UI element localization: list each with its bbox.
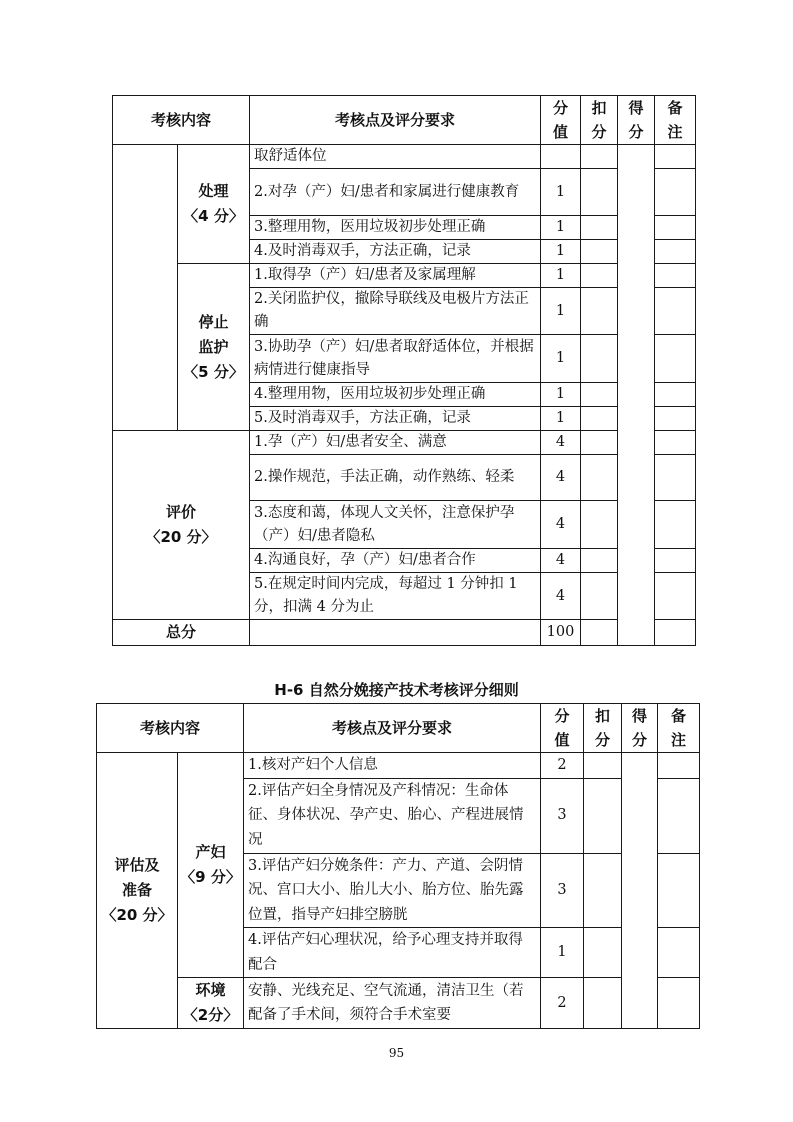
table-header-row: [97, 704, 700, 753]
deduct-cell: [584, 753, 622, 779]
remark-cell: [655, 431, 696, 455]
score-cell: 2: [541, 978, 584, 1029]
header-requirements: 考核点及评分要求: [244, 704, 541, 753]
remark-cell: [655, 573, 696, 620]
get-score-column: [618, 145, 655, 646]
score-cell: 1: [541, 335, 581, 383]
section-title: H-6 自然分娩接产技术考核评分细则: [274, 681, 519, 699]
header-remark: 备 注: [655, 96, 696, 145]
deduct-cell: [581, 501, 618, 549]
total-row: [113, 620, 696, 646]
section-environment: 环境 〈2分〉: [178, 978, 244, 1029]
remark-cell: [655, 264, 696, 288]
remark-cell: [658, 853, 700, 928]
score-cell: 1: [541, 240, 581, 264]
deduct-cell: [581, 216, 618, 240]
deduct-cell: [581, 264, 618, 288]
score-cell: 4: [541, 501, 581, 549]
remark-cell: [658, 753, 700, 779]
score-cell: 1: [541, 288, 581, 335]
score-cell: 1: [541, 216, 581, 240]
remark-cell: [655, 501, 696, 549]
remark-cell: [655, 145, 696, 169]
remark-cell: [655, 407, 696, 431]
remark-cell: [655, 383, 696, 407]
header-requirements: 考核点及评分要求: [250, 96, 541, 145]
score-cell: 2: [541, 753, 584, 779]
deduct-cell: [581, 169, 618, 216]
requirement-cell: 3.协助孕（产）妇/患者取舒适体位，并根据病情进行健康指导: [250, 335, 541, 383]
header-deduct: 扣 分: [581, 96, 618, 145]
deduct-cell: [584, 853, 622, 928]
requirement-cell: 3.态度和蔼，体现人文关怀，注意保护孕（产）妇/患者隐私: [250, 501, 541, 549]
header-get: 得 分: [622, 704, 658, 753]
header-get: 得 分: [618, 96, 655, 145]
section-handle: 处理 〈4 分〉: [178, 145, 250, 264]
section-stop-monitoring: 停止 监护 〈5 分〉: [178, 264, 250, 431]
table-row: [97, 978, 700, 1029]
deduct-cell: [581, 573, 618, 620]
requirement-cell: 5.在规定时间内完成，每超过 1 分钟扣 1 分，扣满 4 分为止: [250, 573, 541, 620]
table-header-row: [113, 96, 696, 145]
requirement-cell: 1.核对产妇个人信息: [244, 753, 541, 779]
requirement-cell: 3.整理用物，医用垃圾初步处理正确: [250, 216, 541, 240]
score-cell: 4: [541, 431, 581, 455]
table-row: [97, 753, 700, 779]
requirement-cell: 4.及时消毒双手，方法正确，记录: [250, 240, 541, 264]
table-row: [113, 264, 696, 288]
deduct-cell: [581, 240, 618, 264]
header-score: 分 值: [541, 96, 581, 145]
score-cell: 3: [541, 778, 584, 853]
deduct-cell: [581, 431, 618, 455]
requirement-cell: 安静、光线充足、空气流通，清洁卫生（若配备了手术间，须符合手术室要: [244, 978, 541, 1029]
score-cell: 1: [541, 169, 581, 216]
requirement-cell: 2.操作规范，手法正确，动作熟练、轻柔: [250, 455, 541, 501]
header-deduct: 扣 分: [584, 704, 622, 753]
requirement-cell: 2.评估产妇全身情况及产科情况：生命体征、身体状况、孕产史、胎心、产程进展情况: [244, 778, 541, 853]
blank-group-cell: [113, 145, 178, 431]
deduct-cell: [584, 978, 622, 1029]
remark-cell: [658, 978, 700, 1029]
scoring-table-1: [112, 95, 696, 646]
requirement-cell: 4.整理用物，医用垃圾初步处理正确: [250, 383, 541, 407]
score-cell: 1: [541, 264, 581, 288]
deduct-cell: [581, 288, 618, 335]
requirement-cell: 2.关闭监护仪，撤除导联线及电极片方法正确: [250, 288, 541, 335]
remark-cell: [655, 216, 696, 240]
header-remark: 备 注: [658, 704, 700, 753]
score-cell: 1: [541, 383, 581, 407]
score-cell: 1: [541, 407, 581, 431]
deduct-cell: [581, 455, 618, 501]
section-parturient: 产妇 〈9 分〉: [178, 753, 244, 978]
requirement-cell: 1.孕（产）妇/患者安全、满意: [250, 431, 541, 455]
page-number: 95: [388, 1046, 405, 1060]
deduct-cell: [581, 620, 618, 646]
deduct-cell: [581, 407, 618, 431]
remark-cell: [655, 169, 696, 216]
total-label: 总分: [113, 620, 250, 646]
table-row: [113, 431, 696, 455]
remark-cell: [655, 455, 696, 501]
deduct-cell: [581, 549, 618, 573]
requirement-cell: 3.评估产妇分娩条件：产力、产道、会阴情况、宫口大小、胎儿大小、胎方位、胎先露位置，指导产妇排空膀胱: [244, 853, 541, 928]
score-cell: 4: [541, 549, 581, 573]
deduct-cell: [584, 778, 622, 853]
requirement-cell: 4.评估产妇心理状况，给予心理支持并取得配合: [244, 928, 541, 978]
deduct-cell: [584, 928, 622, 978]
deduct-cell: [581, 335, 618, 383]
requirement-cell: 5.及时消毒双手，方法正确，记录: [250, 407, 541, 431]
scoring-table-2: [96, 703, 700, 1029]
score-cell: [541, 145, 581, 169]
remark-cell: [658, 928, 700, 978]
score-cell: 4: [541, 573, 581, 620]
remark-cell: [658, 778, 700, 853]
header-content: 考核内容: [97, 704, 244, 753]
remark-cell: [655, 549, 696, 573]
remark-cell: [655, 335, 696, 383]
score-cell: 1: [541, 928, 584, 978]
score-cell: 3: [541, 853, 584, 928]
remark-cell: [655, 240, 696, 264]
header-score: 分 值: [541, 704, 584, 753]
requirement-cell: 4.沟通良好，孕（产）妇/患者合作: [250, 549, 541, 573]
requirement-cell: 2.对孕（产）妇/患者和家属进行健康教育: [250, 169, 541, 216]
remark-cell: [655, 288, 696, 335]
get-score-column: [622, 753, 658, 1029]
deduct-cell: [581, 383, 618, 407]
header-content: 考核内容: [113, 96, 250, 145]
remark-cell: [655, 620, 696, 646]
requirement-cell: [250, 620, 541, 646]
total-score: 100: [541, 620, 581, 646]
score-cell: 4: [541, 455, 581, 501]
section-evaluation: 评价 〈20 分〉: [113, 431, 250, 620]
requirement-cell: 取舒适体位: [250, 145, 541, 169]
deduct-cell: [581, 145, 618, 169]
requirement-cell: 1.取得孕（产）妇/患者及家属理解: [250, 264, 541, 288]
table-row: [113, 145, 696, 169]
group-assessment-prep: 评估及 准备 〈20 分〉: [97, 753, 178, 1029]
